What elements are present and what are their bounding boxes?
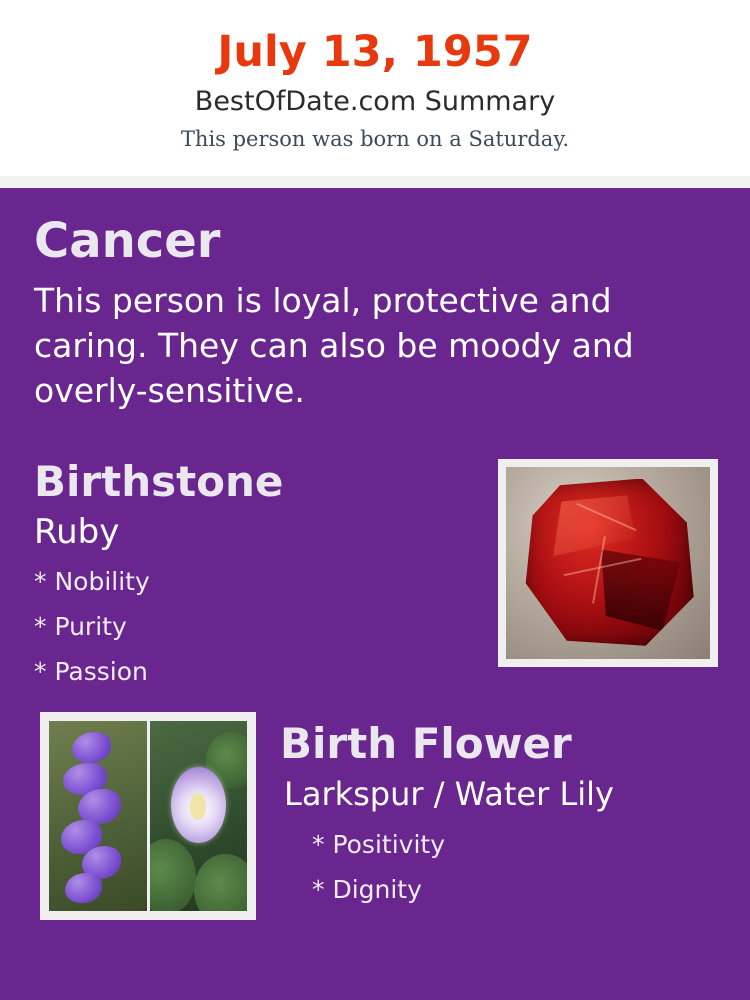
birth-flower-section: [32, 712, 718, 932]
larkspur-petal-icon: [72, 732, 111, 762]
lily-pad-icon: [194, 854, 247, 911]
details-panel: [0, 188, 750, 1000]
birthstone-trait: * Purity: [34, 612, 127, 641]
ruby-facet-shadow: [601, 549, 680, 630]
birth-flower-image-inner: [49, 721, 247, 911]
water-lily-photo: [150, 721, 248, 911]
birth-flower-text: [280, 712, 718, 912]
site-summary-subtitle: BestOfDate.com Summary: [194, 86, 556, 117]
larkspur-petal-icon: [65, 873, 102, 903]
birthstone-name: Ruby: [34, 512, 120, 552]
page-header: [0, 0, 750, 176]
birthstone-image-inner: [506, 467, 710, 659]
header-divider: [0, 176, 750, 188]
birth-flower-trait: * Dignity: [312, 875, 422, 904]
page-title: July 13, 1957: [217, 27, 533, 77]
birthstone-trait: * Nobility: [34, 567, 150, 596]
birth-flower-trait: * Positivity: [312, 830, 445, 859]
zodiac-description: This person is loyal, protective and caring. They can also be moody and overly-sensitive.: [34, 281, 634, 410]
water-lily-center-icon: [190, 793, 206, 820]
birth-flower-image: [40, 712, 256, 920]
lily-pad-icon: [150, 839, 197, 911]
birthstone-title: Birthstone: [34, 457, 284, 506]
birth-day-note: This person was born on a Saturday.: [180, 127, 570, 151]
birthstone-image: [498, 459, 718, 667]
birth-flower-title: Birth Flower: [280, 719, 572, 768]
larkspur-photo: [49, 721, 147, 911]
birthstone-section: [32, 455, 718, 694]
birthstone-trait: * Passion: [34, 657, 148, 686]
ruby-gem-icon: [522, 479, 693, 648]
birth-flower-names: Larkspur / Water Lily: [284, 775, 614, 813]
larkspur-petal-icon: [78, 789, 121, 823]
zodiac-sign-title: Cancer: [34, 213, 221, 269]
